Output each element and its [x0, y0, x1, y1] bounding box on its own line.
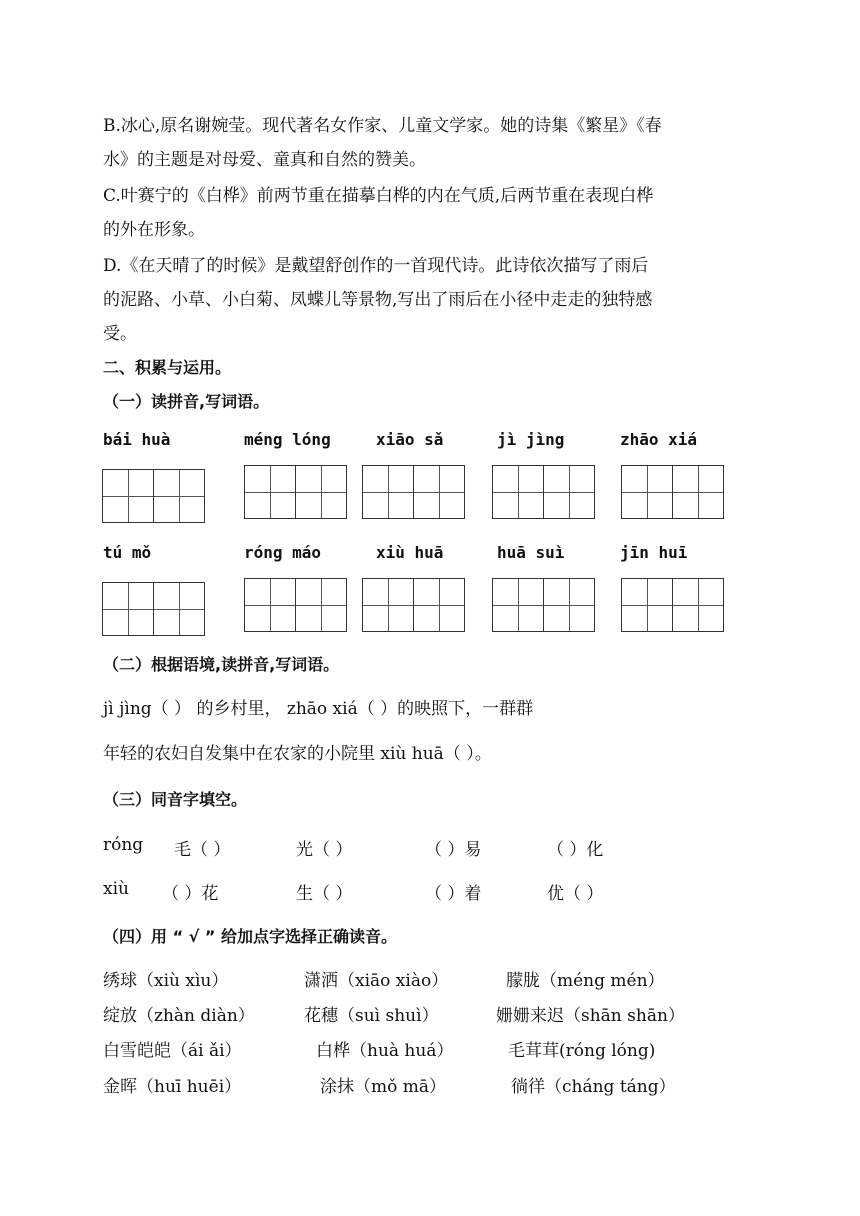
part1-title: （一）读拼音,写词语。: [103, 392, 270, 411]
option-d-line2: 的泥路、小草、小白菊、凤蝶儿等景物,写出了雨后在小径中走走的独特感: [103, 290, 653, 310]
pinyin-label: jīn huī: [620, 543, 688, 562]
option-d-line3: 受。: [103, 324, 137, 344]
homophone-pinyin: xiù: [103, 879, 129, 899]
section-title: 二、积累与运用。: [103, 358, 232, 377]
pinyin-label: méng lóng: [244, 430, 331, 449]
homophone-blank[interactable]: 生（ ）: [296, 884, 353, 904]
reading-item[interactable]: 白桦（huà huá）: [316, 1041, 454, 1061]
writing-grid[interactable]: [102, 582, 205, 636]
part4-title: （四）用 “ √ ” 给加点字选择正确读音。: [103, 927, 397, 946]
reading-item[interactable]: 绣球（xiù xìu）: [103, 971, 229, 991]
writing-grid[interactable]: [621, 465, 724, 519]
part2-line2: 年轻的农妇自发集中在农家的小院里 xiù huā（ ）。: [103, 744, 492, 764]
reading-item[interactable]: 金晖（huī huēi）: [103, 1077, 242, 1097]
reading-item[interactable]: 花穗（suì shuì）: [304, 1006, 439, 1026]
writing-grid[interactable]: [621, 578, 724, 632]
reading-item[interactable]: 涂抹（mǒ mā）: [320, 1077, 447, 1097]
writing-grid[interactable]: [492, 578, 595, 632]
pinyin-label: tú mǒ: [103, 543, 152, 562]
homophone-blank[interactable]: 优（ ）: [547, 884, 604, 904]
reading-item[interactable]: 朦胧（méng mén）: [506, 971, 665, 991]
reading-item[interactable]: 潇洒（xiāo xiào）: [304, 971, 449, 991]
reading-item[interactable]: 姗姗来迟（shān shān）: [496, 1006, 685, 1026]
writing-grid[interactable]: [244, 465, 347, 519]
reading-item[interactable]: 绽放（zhàn diàn）: [103, 1006, 255, 1026]
homophone-pinyin: róng: [103, 835, 144, 855]
pinyin-label: róng máo: [244, 543, 322, 562]
part2-line1: jì jìng（ ） 的乡村里， zhāo xiá（ ）的映照下，一群群: [103, 699, 534, 719]
reading-item[interactable]: 白雪皑皑（ái ǎi）: [103, 1041, 242, 1061]
homophone-blank[interactable]: 毛（ ）: [174, 840, 231, 860]
homophone-blank[interactable]: （ ）花: [162, 884, 219, 904]
pinyin-label: huā suì: [497, 543, 565, 562]
homophone-blank[interactable]: （ ）易: [425, 840, 482, 860]
pinyin-label: jì jìng: [497, 430, 565, 449]
option-c-line2: 的外在形象。: [103, 220, 205, 240]
pinyin-label: bái huà: [103, 430, 171, 449]
writing-grid[interactable]: [244, 578, 347, 632]
option-c-line1: C.叶赛宁的《白桦》前两节重在描摹白桦的内在气质,后两节重在表现白桦: [103, 186, 654, 206]
option-b-line1: B.冰心,原名谢婉莹。现代著名女作家、儿童文学家。她的诗集《繁星》《春: [103, 116, 662, 136]
writing-grid[interactable]: [362, 578, 465, 632]
writing-grid[interactable]: [102, 469, 205, 523]
homophone-blank[interactable]: 光（ ）: [296, 840, 353, 860]
writing-grid[interactable]: [492, 465, 595, 519]
reading-item[interactable]: 毛茸茸(róng lóng): [508, 1041, 656, 1061]
pinyin-label: xiāo sǎ: [376, 430, 444, 449]
part2-title: （二）根据语境,读拼音,写词语。: [103, 655, 340, 674]
option-b-line2: 水》的主题是对母爱、童真和自然的赞美。: [103, 150, 426, 170]
option-d-line1: D.《在天晴了的时候》是戴望舒创作的一首现代诗。此诗依次描写了雨后: [103, 256, 649, 276]
part3-title: （三）同音字填空。: [103, 790, 248, 809]
homophone-blank[interactable]: （ ）着: [425, 884, 482, 904]
pinyin-label: xiù huā: [376, 543, 444, 562]
writing-grid[interactable]: [362, 465, 465, 519]
pinyin-label: zhāo xiá: [620, 430, 698, 449]
homophone-blank[interactable]: （ ）化: [547, 840, 604, 860]
reading-item[interactable]: 徜徉（cháng táng）: [511, 1077, 676, 1097]
